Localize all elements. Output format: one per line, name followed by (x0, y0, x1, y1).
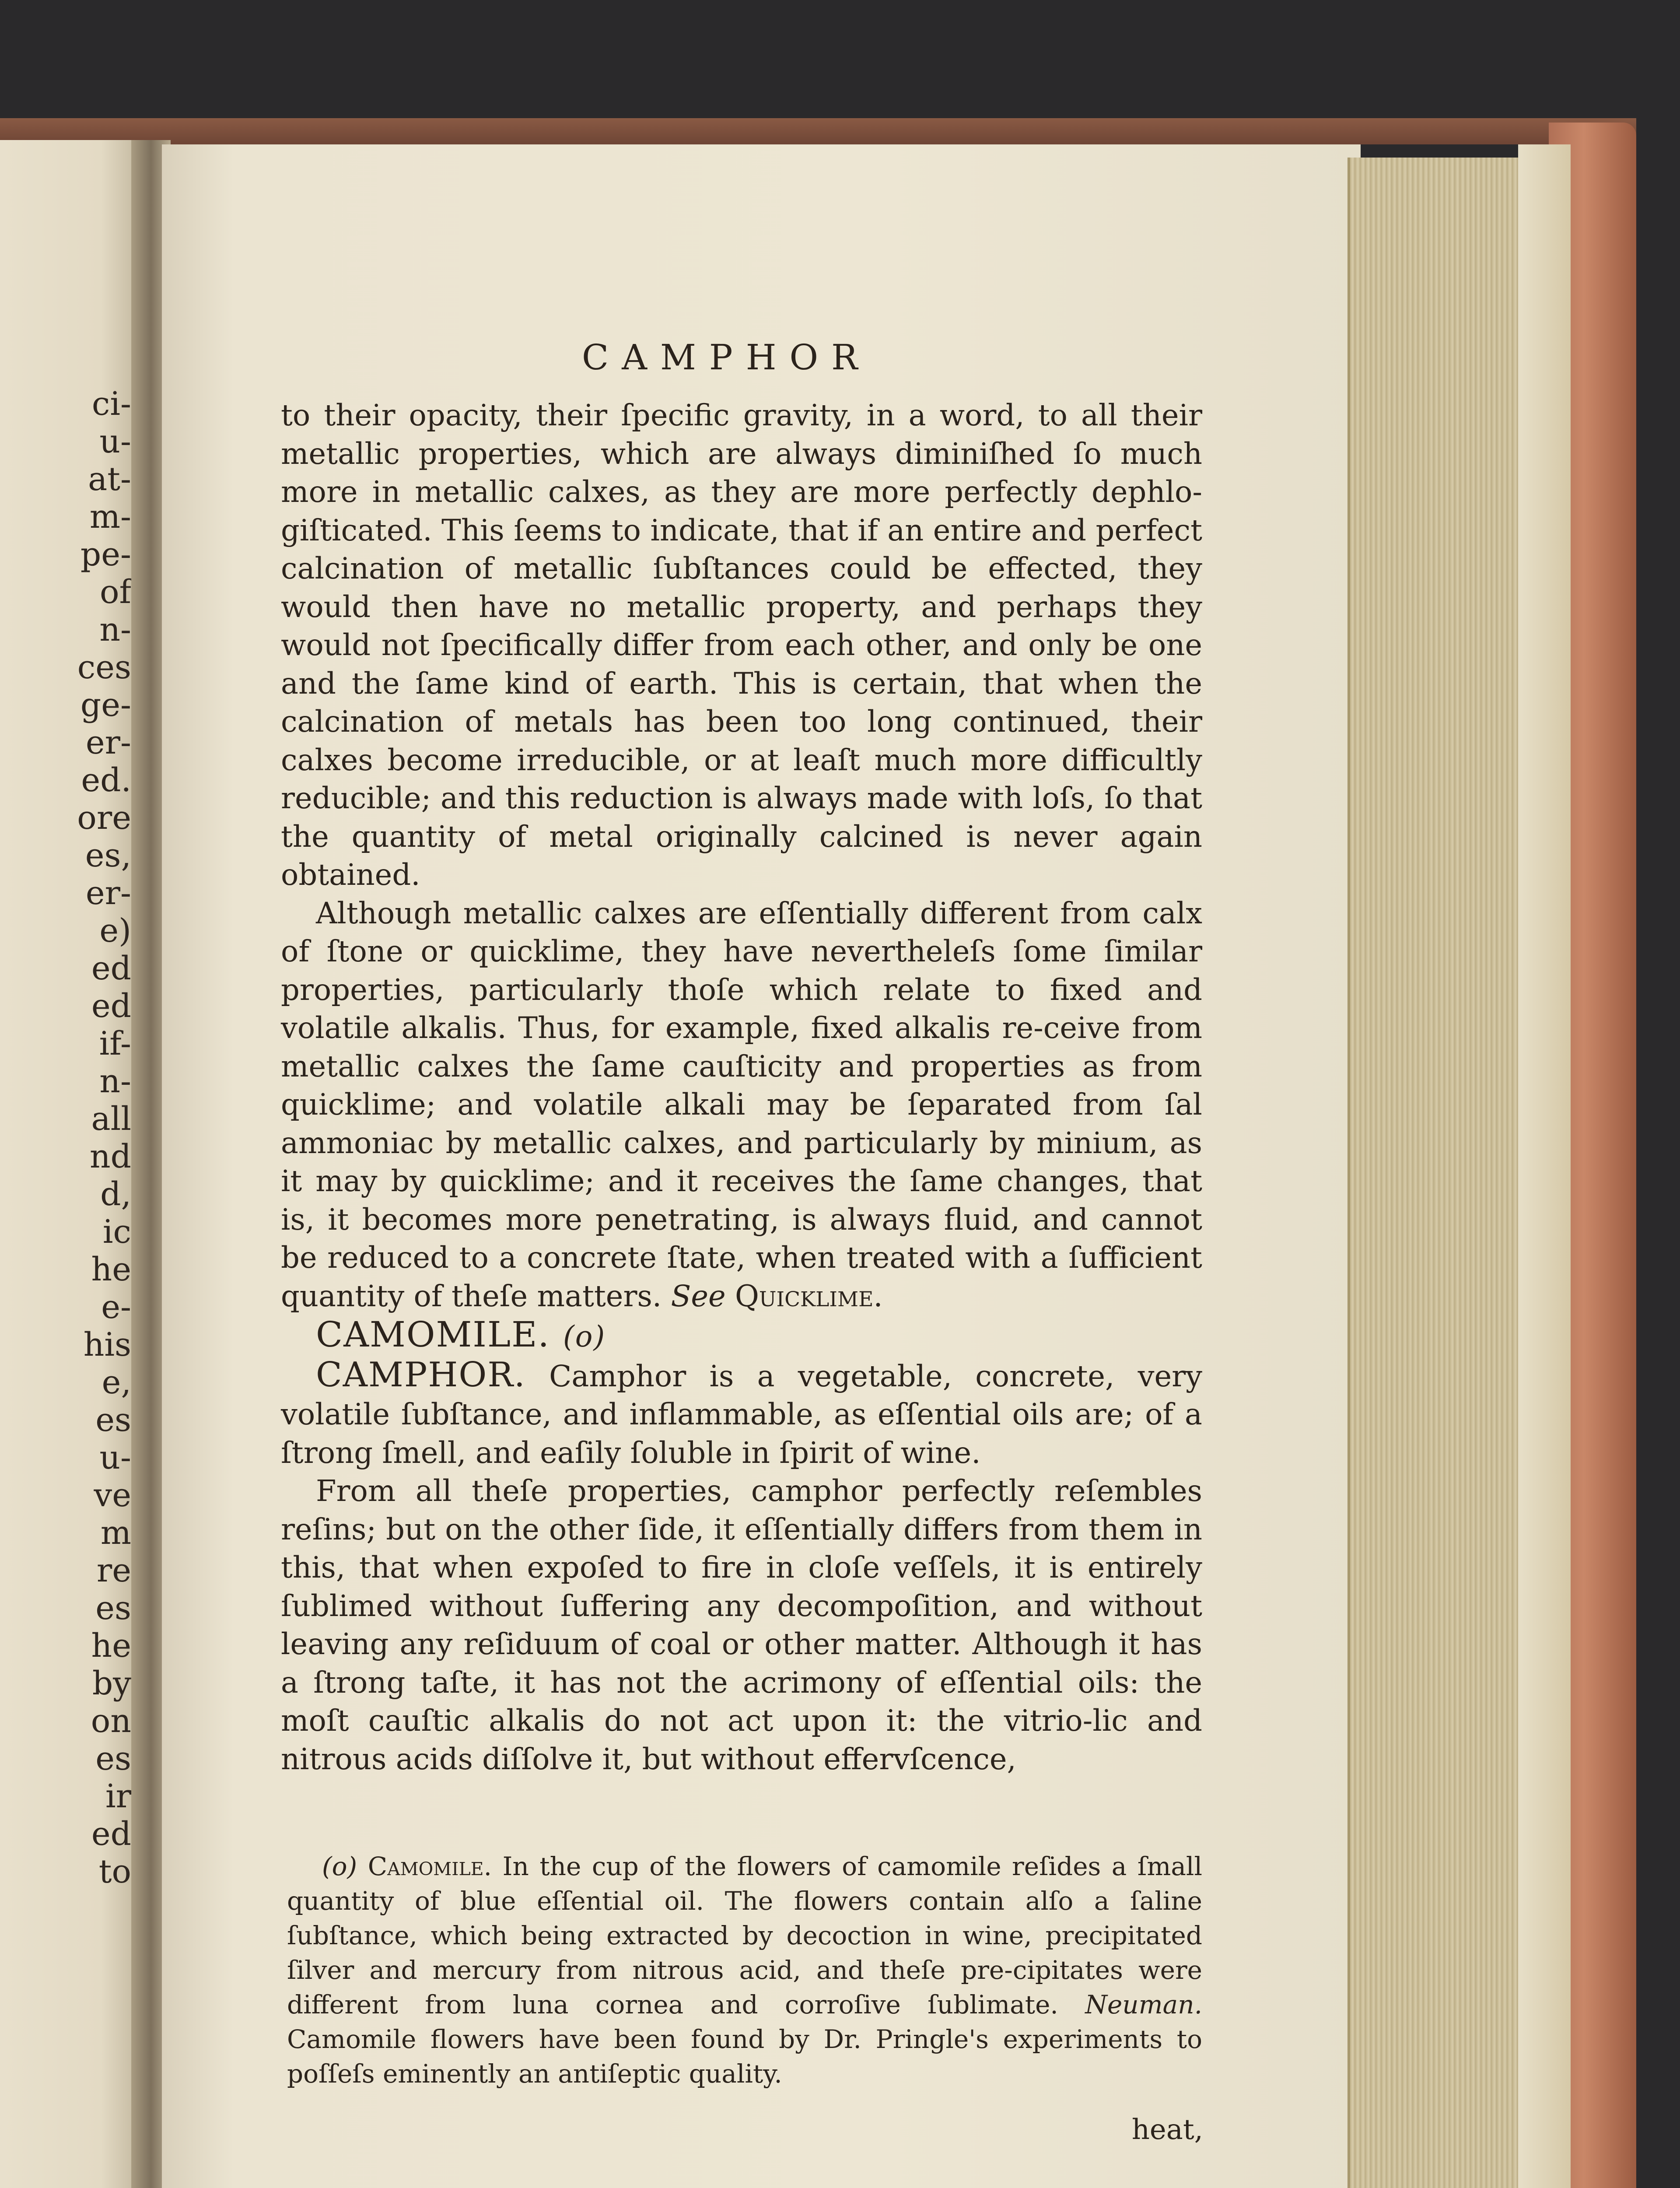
facing-page-fragment: if- (99, 1025, 131, 1062)
paragraph-2 (281, 894, 1202, 1316)
facing-page-fragment: m (100, 1514, 131, 1552)
camphor-paragraph-2: From all theſe properties, camphor perfectly reſembles reſins; but on the other ſide, it eſſentially differs from them in this, that when expoſed to fire in cloſe veſſels, it is entirely ſublimed without ſuffering any decompoſition, and without leaving any reſiduum of coal or other matter. Although it has a ſtrong taſte, it has not the acrimony of eſſential oils: the moſt cauſtic alkalis do not act upon it: the vitrio-lic and nitrous acids diſſolve it, but without effervſcence, (281, 1474, 1202, 1776)
catchword: heat, (1131, 2114, 1203, 2146)
facing-page-fragment: ed (91, 987, 131, 1025)
facing-page-fragment: n- (99, 611, 131, 649)
entry-camphor-text: Camphor is a vegetable, concrete, very volatile ſubſtance, and inflammable, as eſſential oils are; of a ſtrong ſmell, and eaſily ſoluble in ſpirit of wine. (281, 1359, 1202, 1470)
facing-page-fragment: pe- (80, 536, 131, 573)
facing-page-fragment: u- (99, 423, 131, 460)
facing-page-fragment: re (96, 1552, 131, 1589)
facing-page-fragment: d, (100, 1175, 131, 1213)
facing-page-fragment: ed (91, 950, 131, 987)
facing-page-fragment: e- (101, 1288, 131, 1326)
paragraph-1: to their opacity, their ſpecific gravity, in a word, to all their metallic properties, which are always diminiſhed ſo much more in metallic calxes, as they are more perfectly dephlo-giſticated. This ſeems to indicate, that if an entire and perfect calcination of metallic ſubſtances could be effected, they would then have no metallic property, and perhaps they would not ſpecifically differ from each other, and only be one and the ſame kind of earth. This is certain, that when the calcination of metals has been too long continued, their calxes become irreducible, or at leaſt much more difficultly reducible; and this reduction is always made with loſs, ſo that the quantity of metal originally calcined is never again obtained. (281, 398, 1202, 892)
footnote-marker-ref: (o) (322, 1851, 357, 1881)
footnote-source: Neuman. (1085, 1990, 1203, 2020)
footnote-text-2: Camomile flowers have been found by Dr. Pringle's experiments to poſſeſs eminently an antiſeptic quality. (287, 2024, 1202, 2089)
entry-camomile-title: CAMOMILE. (316, 1314, 550, 1355)
facing-page-fragment: er- (85, 724, 131, 761)
entry-camphor-title: CAMPHOR. (316, 1355, 526, 1395)
footnote (287, 1849, 1202, 2091)
facing-page-fragment: of (100, 573, 131, 611)
facing-page-fragment: e) (99, 912, 131, 950)
entry-camphor (281, 1356, 1202, 1473)
facing-page-fragment: nd (89, 1138, 131, 1175)
facing-page-fragment: es (95, 1740, 131, 1778)
footnote-head: Camomile. (368, 1851, 492, 1881)
facing-page-fragment: he (91, 1251, 131, 1288)
facing-page-fragment: es (95, 1401, 131, 1439)
facing-page-fragment: er- (85, 874, 131, 912)
see-label: See (671, 1279, 726, 1313)
entry-camomile (281, 1315, 1202, 1356)
facing-page-fragment: to (98, 1853, 131, 1890)
fore-edge (1348, 158, 1543, 2188)
footnote-text: In the cup of the flowers of camomile reſides a ſmall quantity of blue eſſential oil. The flowers contain alſo a ſaline ſubſtance, which being extracted by decoction in wine, precipitated ſilver and mercury from nitrous acid, and theſe pre-cipitates were different from luna cornea and corroſive ſublimate. (287, 1851, 1203, 2020)
facing-page-fragment: ge- (80, 686, 131, 724)
footnote-marker: (o) (563, 1320, 606, 1353)
running-head: CAMPHOR (582, 337, 871, 378)
facing-page-fragment: e, (102, 1364, 131, 1401)
facing-page-fragment: ore (77, 799, 131, 837)
facing-page-fragment: he (91, 1627, 131, 1665)
facing-page-fragment: es, (85, 837, 131, 874)
facing-page-fragment: ve (94, 1476, 131, 1514)
paragraph-2-text: Although metallic calxes are eſſentially different from calx of ſtone or quicklime, they have nevertheleſs ſome ſimilar properties, particularly thoſe which relate to fixed and volatile alkalis. Thus, for example, fixed alkalis re-ceive from metallic calxes the ſame cauſticity and properties as from quicklime; and volatile alkali may be ſeparated from ſal ammoniac by metallic calxes, and particularly by minium, as it may by quicklime; and it receives the ſame changes, that is, it becomes more penetrating, is always fluid, and cannot be reduced to a concrete ſtate, when treated with a ſufficient quantity of theſe matters. (281, 896, 1202, 1313)
facing-page-fragment: u- (99, 1439, 131, 1476)
see-reference: Quicklime. (735, 1279, 883, 1313)
facing-page-fragment: m- (89, 498, 131, 536)
body-text (281, 396, 1202, 1778)
facing-page-fragment: ir (105, 1778, 131, 1815)
facing-page-fragment: ces (77, 649, 131, 686)
facing-page-fragment: n- (99, 1062, 131, 1100)
cover-top-edge (0, 118, 1636, 144)
facing-page-fragment: his (83, 1326, 131, 1364)
facing-page-fragment: ed. (81, 761, 131, 799)
facing-page-fragment: all (91, 1100, 131, 1138)
facing-page-fragment: at- (88, 460, 131, 498)
facing-page-fragment: on (91, 1702, 131, 1740)
facing-page-fragment: ed (91, 1815, 131, 1853)
facing-page-fragment: by (92, 1665, 131, 1702)
facing-page-fragment: ic (102, 1213, 131, 1251)
footnote-paragraph (287, 1849, 1202, 2091)
facing-page-fragment: ci- (91, 385, 131, 423)
fore-edge-outer (1518, 144, 1571, 2188)
facing-page-fragment: es (95, 1589, 131, 1627)
